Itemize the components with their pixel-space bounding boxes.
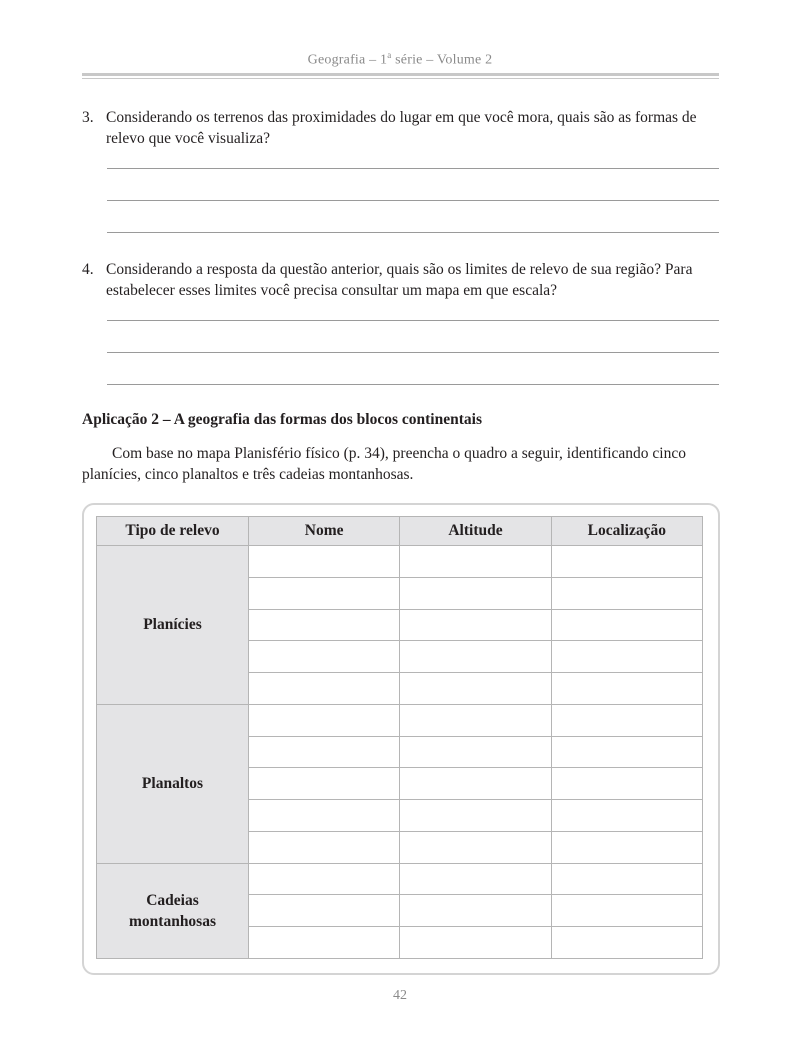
relief-table [96,516,703,959]
answer-line[interactable] [107,352,719,353]
section-title: Aplicação 2 – A geografia das formas dos blocos continentais [82,411,482,428]
nome-cell[interactable] [249,641,400,673]
localizacao-cell[interactable] [551,831,702,863]
answer-line[interactable] [107,320,719,321]
question-text: Considerando a resposta da questão anterior, quais são os limites de relevo de sua região? Para estabelecer esses limites você precisa consultar um mapa em que escala? [106,261,693,299]
column-header-altitude: Altitude [400,517,551,546]
running-header-ordinal: a [387,50,392,60]
relief-type-planaltos: Planaltos [97,704,249,863]
nome-cell[interactable] [249,704,400,736]
localizacao-cell[interactable] [551,546,702,578]
altitude-cell[interactable] [400,546,551,578]
localizacao-cell[interactable] [551,736,702,768]
localizacao-cell[interactable] [551,895,702,927]
column-header-nome: Nome [249,517,400,546]
localizacao-cell[interactable] [551,927,702,959]
nome-cell[interactable] [249,609,400,641]
nome-cell[interactable] [249,736,400,768]
altitude-cell[interactable] [400,927,551,959]
localizacao-cell[interactable] [551,577,702,609]
altitude-cell[interactable] [400,577,551,609]
question-number: 4. [82,261,94,278]
altitude-cell[interactable] [400,895,551,927]
altitude-cell[interactable] [400,609,551,641]
question-3 [82,107,719,149]
table-row [97,546,703,578]
answer-line[interactable] [107,200,719,201]
altitude-cell[interactable] [400,704,551,736]
nome-cell[interactable] [249,768,400,800]
localizacao-cell[interactable] [551,800,702,832]
section-instruction: Com base no mapa Planisfério físico (p. 34), preencha o quadro a seguir, identificando cinco planícies, cinco planaltos e três cadeias montanhosas. [82,445,686,483]
question-text: Considerando os terrenos das proximidades do lugar em que você mora, quais são as formas de relevo que você visualiza? [106,109,697,147]
localizacao-cell[interactable] [551,641,702,673]
nome-cell[interactable] [249,673,400,705]
question-4 [82,259,719,301]
altitude-cell[interactable] [400,800,551,832]
localizacao-cell[interactable] [551,673,702,705]
running-header-volume: série – Volume 2 [391,52,493,68]
nome-cell[interactable] [249,927,400,959]
nome-cell[interactable] [249,577,400,609]
relief-type-cadeias-montanhosas: Cadeias montanhosas [97,863,249,958]
nome-cell[interactable] [249,800,400,832]
nome-cell[interactable] [249,895,400,927]
nome-cell[interactable] [249,831,400,863]
answer-line[interactable] [107,168,719,169]
altitude-cell[interactable] [400,736,551,768]
header-rule-thick [82,73,719,76]
running-header [0,50,800,69]
table-row [97,863,703,895]
page-number: 42 [393,988,407,1003]
altitude-cell[interactable] [400,831,551,863]
nome-cell[interactable] [249,863,400,895]
altitude-cell[interactable] [400,863,551,895]
answer-line[interactable] [107,232,719,233]
answer-line[interactable] [107,384,719,385]
table-header-row [97,517,703,546]
running-header-title: Geografia – 1 [307,52,388,68]
localizacao-cell[interactable] [551,609,702,641]
altitude-cell[interactable] [400,641,551,673]
header-rule-thin [82,78,719,79]
nome-cell[interactable] [249,546,400,578]
localizacao-cell[interactable] [551,768,702,800]
table-row [97,704,703,736]
relief-type-planicies: Planícies [97,546,249,705]
column-header-tipo: Tipo de relevo [97,517,249,546]
localizacao-cell[interactable] [551,863,702,895]
altitude-cell[interactable] [400,768,551,800]
question-number: 3. [82,109,94,126]
localizacao-cell[interactable] [551,704,702,736]
column-header-localizacao: Localização [551,517,702,546]
altitude-cell[interactable] [400,673,551,705]
